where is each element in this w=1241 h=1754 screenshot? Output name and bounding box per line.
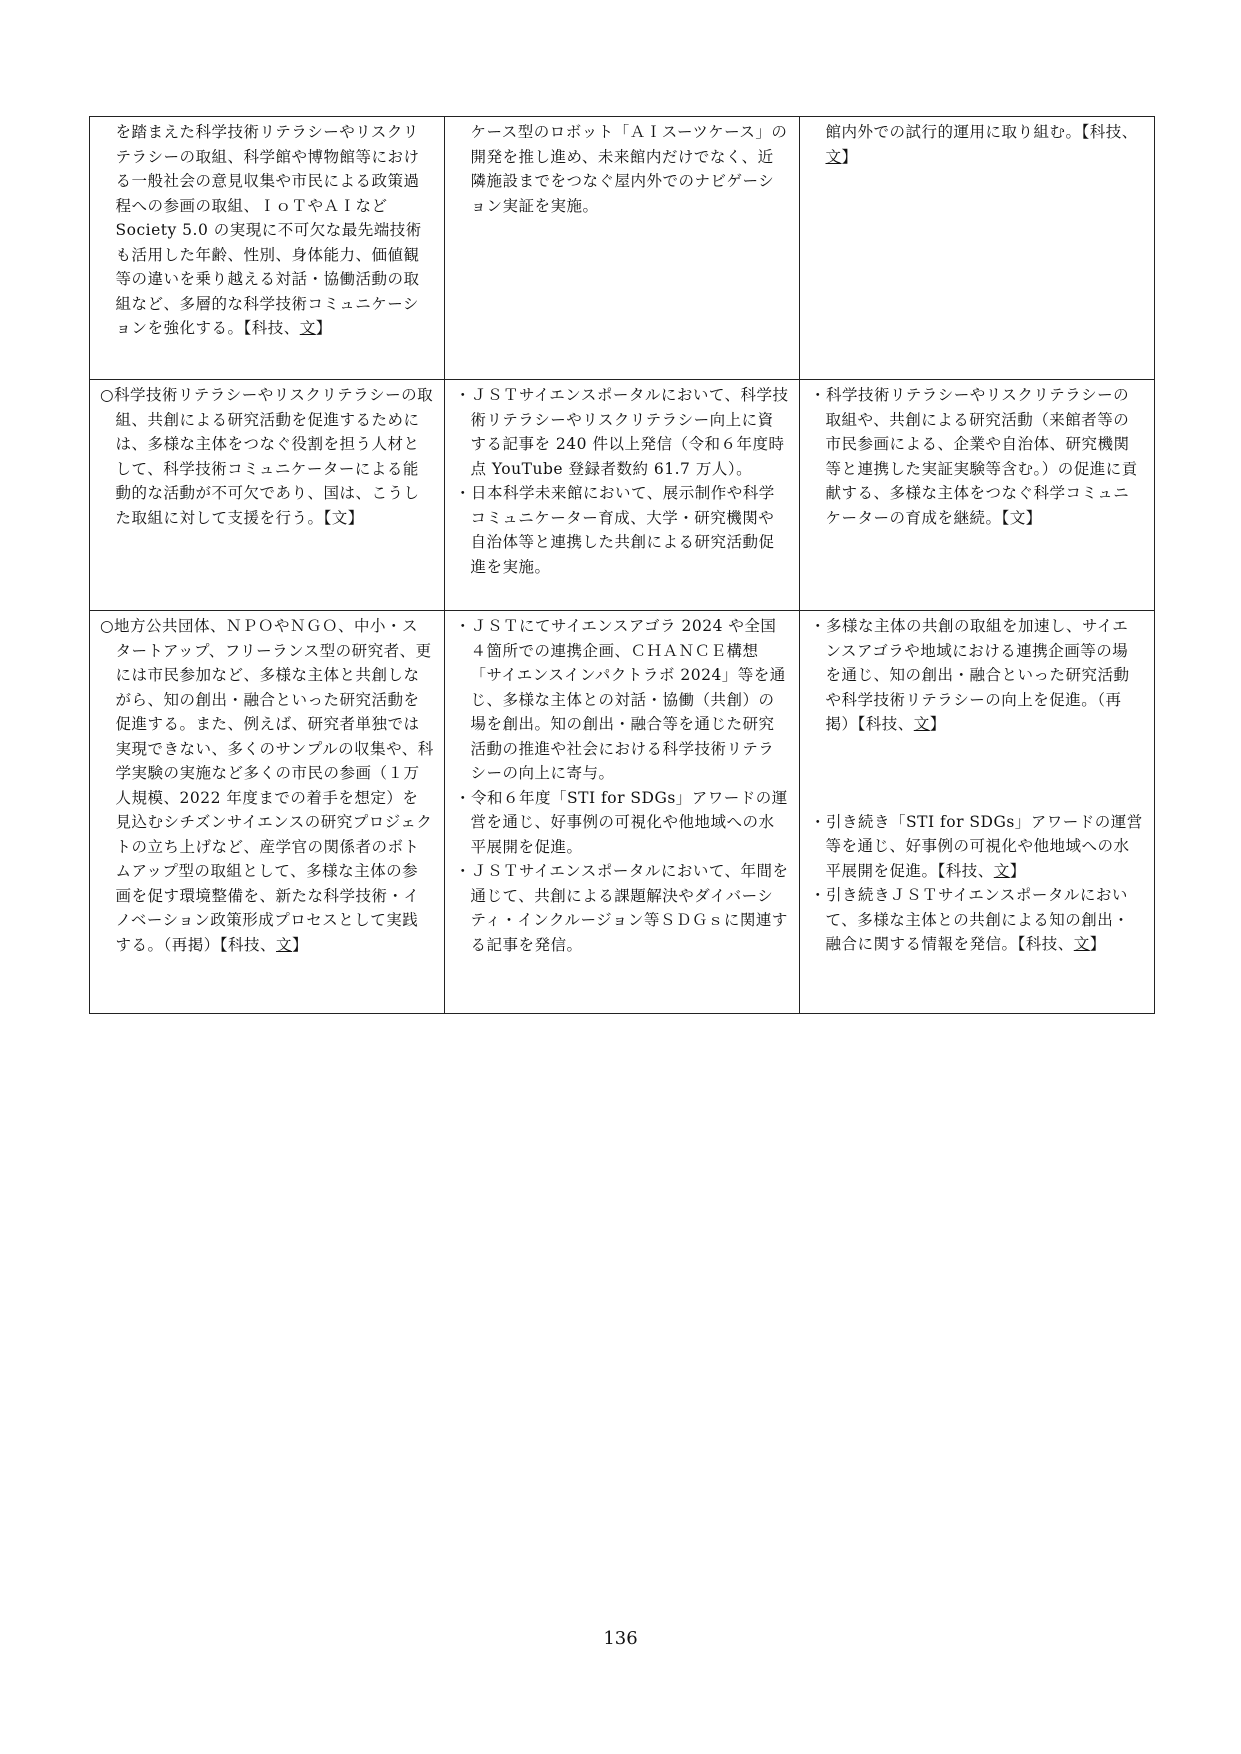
table-cell-plan: [800, 117, 1155, 380]
bullet-item: ・科学技術リテラシーやリスクリテラシーの取組や、共創による研究活動（来館者等の市民参画による、企業や自治体、研究機関等と連携した実証実験等含む。）の促進に貢献する、多様な主体をつなぐ科学コミュニケーターの育成を継続。【文】: [810, 386, 1138, 527]
page-number: 136: [603, 1628, 638, 1649]
table-cell-progress: [445, 611, 800, 1014]
underlined-tag: 文: [993, 861, 1010, 880]
underlined-tag: 文: [276, 935, 293, 954]
underlined-tag: 文: [825, 147, 842, 166]
bullet-item: ・日本科学未来館において、展示制作や科学コミュニケーター育成、大学・研究機関や自治体等と連携した共創による研究活動促進を実施。: [455, 484, 775, 576]
table-cell-measure: [90, 380, 445, 611]
bullet-item: ・ＪＳＴサイエンスポータルにおいて、年間を通じて、共創による課題解決やダイバーシティ・インクルージョン等ＳＤＧｓに関連する記事を発信。: [455, 862, 789, 954]
table-cell-progress: [445, 380, 800, 611]
table-row: [90, 611, 1155, 1014]
table-cell-measure: [90, 611, 445, 1014]
underlined-tag: 文: [299, 319, 316, 337]
bullet-item: ・引き続き「STI for SDGs」アワードの運営等を通じ、好事例の可視化や他地域への水平展開を促進。【科技、文】: [810, 812, 1143, 880]
table-cell-progress: [445, 117, 800, 380]
table-cell-measure: [90, 117, 445, 380]
cell-paragraph: ○地方公共団体、ＮＰＯやＮＧＯ、中小・スタートアップ、フリーランス型の研究者、更には市民参加など、多様な主体と共創しながら、知の創出・融合といった研究活動を促進する。また、例えば、研究者単独では実現できない、多くのサンプルの収集や、科学実験の実施など多くの市民の参画（１万人規模、2022 年度までの着手を想定）を見込むシチズンサイエンスの研究プロジェクトの立ち上げなど、産学官の関係者のボトムアップ型の取組として、多様な主体の参画を促す環境整備を、新たな科学技術・イノベーション政策形成プロセスとして実践する。（再掲）【科技、文】: [100, 617, 434, 954]
cell-paragraph: 館内外での試行的運用に取り組む。【科技、文】: [825, 123, 1138, 166]
bullet-item: ・令和６年度「STI for SDGs」アワードの運営を通じ、好事例の可視化や他地域への水平展開を促進。: [455, 788, 788, 856]
policy-table: [89, 116, 1155, 1014]
cell-paragraph: ○科学技術リテラシーやリスクリテラシーの取組、共創による研究活動を促進するためには、多様な主体をつなぐ役割を担う人材として、科学技術コミュニケーターによる能動的な活動が不可欠であり、国は、こうした取組に対して支援を行う。【文】: [100, 386, 434, 527]
bullet-item: ・ＪＳＴサイエンスポータルにおいて、科学技術リテラシーやリスクリテラシー向上に資する記事を 240 件以上発信（令和６年度時点 YouTube 登録者数約 61.7 万人）。: [455, 386, 789, 478]
table-row: [90, 117, 1155, 380]
cell-paragraph: ケース型のロボット「ＡＩスーツケース」の開発を推し進め、未来館内だけでなく、近隣施設までをつなぐ屋内外でのナビゲーション実証を実施。: [470, 123, 788, 215]
table-row: [90, 380, 1155, 611]
underlined-tag: 文: [1073, 935, 1090, 953]
cell-paragraph: を踏まえた科学技術リテラシーやリスクリテラシーの取組、科学館や博物館等における一般社会の意見収集や市民による政策過程への参画の取組、ＩｏＴやＡＩなど Society 5.0 の実現に不可欠な最先端技術も活用した年齢、性別、身体能力、価値観等の違いを乗り越える対話・協働活動の取組など、多層的な科学技術コミュニケーションを強化する。【科技、文】: [115, 123, 422, 337]
bullet-item: ・多様な主体の共創の取組を加速し、サイエンスアゴラや地域における連携企画等の場を通じ、知の創出・融合といった研究活動や科学技術リテラシーの向上を促進。（再掲）【科技、文】: [810, 617, 1130, 733]
underlined-tag: 文: [913, 715, 930, 733]
bullet-item: ・引き続きＪＳＴサイエンスポータルにおいて、多様な主体との共創による知の創出・融合に関する情報を発信。【科技、文】: [810, 886, 1130, 953]
bullet-item: ・ＪＳＴにてサイエンスアゴラ 2024 や全国４箇所での連携企画、ＣＨＡＮＣＥ構想「サイエンスインパクトラボ 2024」等を通じ、多様な主体との対話・協働（共創）の場を創出。知の創出・融合等を通じた研究活動の推進や社会における科学技術リテラシーの向上に寄与。: [455, 617, 786, 782]
table-cell-plan: [800, 380, 1155, 611]
table-cell-plan: [800, 611, 1155, 1014]
